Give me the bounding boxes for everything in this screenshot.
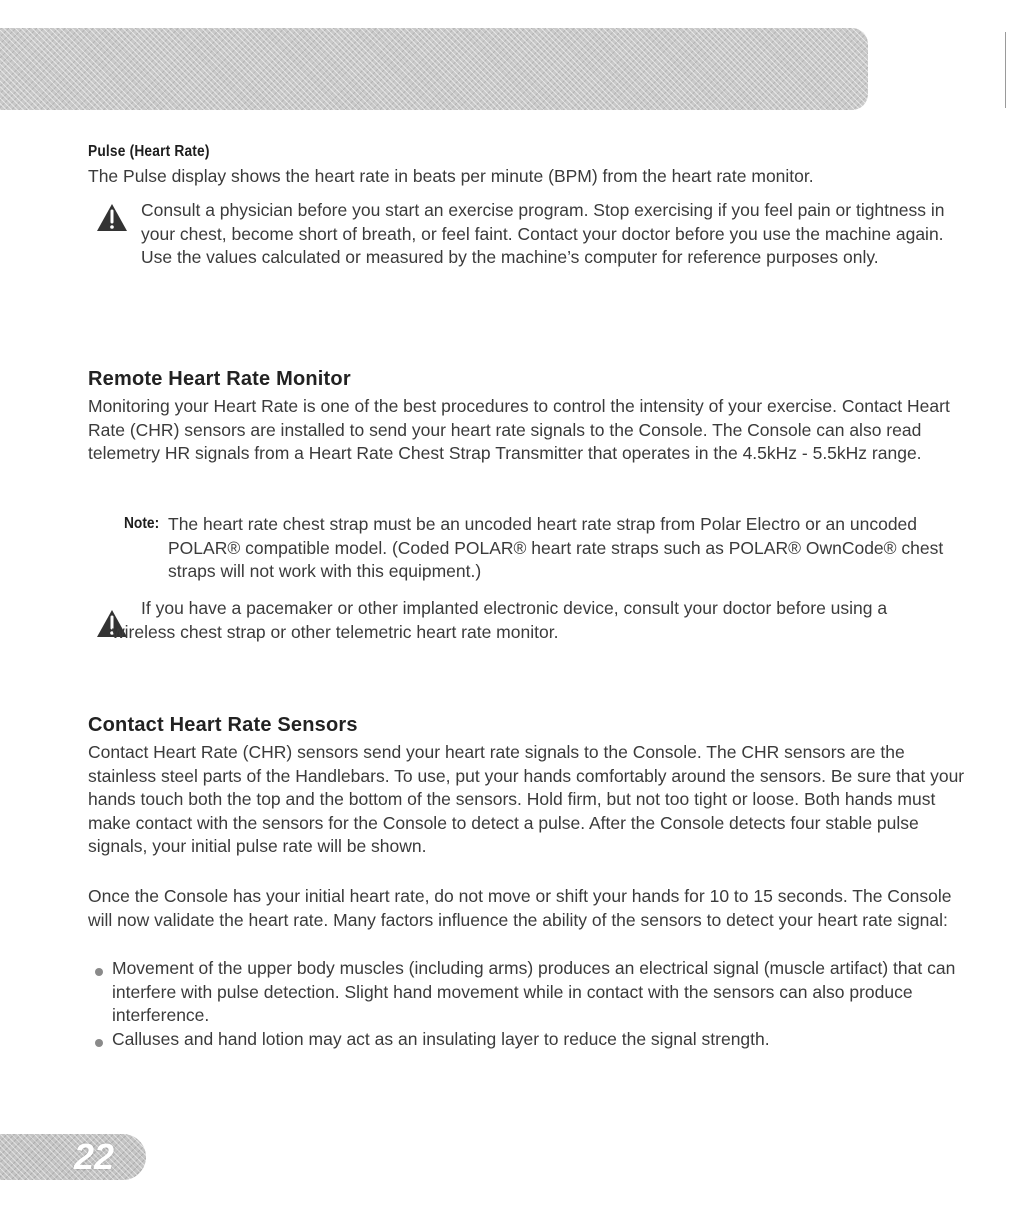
header-band: [0, 28, 868, 110]
contact-heading: Contact Heart Rate Sensors: [88, 714, 358, 736]
contact-paragraph-1: Contact Heart Rate (CHR) sensors send your heart rate signals to the Console. The CHR sensors are the stainless steel parts of the Handlebars. To use, put your hands comfortably around the sensors. Be sure that your hands touch both the top and the bottom of the sensors. Hold firm, but not too tight or loose. Both hands must make contact with the sensors for the Console to detect a pulse. After the Console detects four stable pulse signals, your initial pulse rate will be shown.: [88, 742, 965, 856]
bullet-item-1: Movement of the upper body muscles (including arms) produces an electrical signal (muscle artifact) that can interfere with pulse detection. Slight hand movement while in contact with the sensors can also produce interference.: [112, 958, 956, 1025]
page-number: 22: [74, 1136, 115, 1177]
pulse-heading: Pulse (Heart Rate): [88, 143, 210, 160]
page-number-tab: [0, 1134, 146, 1180]
remote-description: Monitoring your Heart Rate is one of the best procedures to control the intensity of your exercise. Contact Heart Rate (CHR) sensors are installed to send your heart rate signals to the Console. The Console can also read telemetry HR signals from a Heart Rate Chest Strap Transmitter that operates in the 4.5kHz - 5.5kHz range.: [88, 396, 950, 463]
bullet-dot: [95, 968, 103, 976]
pulse-section: [88, 143, 958, 161]
note-text: The heart rate chest strap must be an uncoded heart rate strap from Polar Electro or an uncoded POLAR® compatible model. (Coded POLAR® heart rate straps such as POLAR® OwnCode® chest straps will not work with this equipment.): [168, 514, 944, 581]
bullet-item-2: Calluses and hand lotion may act as an insulating layer to reduce the signal strength.: [112, 1029, 770, 1049]
warning-icon: [96, 202, 128, 232]
page-edge-line: [1005, 32, 1006, 108]
contact-paragraph-2: Once the Console has your initial heart rate, do not move or shift your hands for 10 to 15 seconds. The Console will now validate the heart rate. Many factors influence the ability of the sensors to detect your heart rate signal:: [88, 886, 952, 930]
remote-warning-text: If you have a pacemaker or other implanted electronic device, consult your doctor before using a wireless chest strap or other telemetric heart rate monitor.: [112, 598, 888, 642]
pulse-warning-text: Consult a physician before you start an exercise program. Stop exercising if you feel pain or tightness in your chest, become short of breath, or feel faint. Contact your doctor before you use the machine again. Use the values calculated or measured by the machine’s computer for reference purposes only.: [141, 200, 945, 267]
remote-heading: Remote Heart Rate Monitor: [88, 368, 351, 390]
note-label: Note:: [124, 515, 160, 532]
pulse-description: The Pulse display shows the heart rate in beats per minute (BPM) from the heart rate monitor.: [88, 166, 814, 186]
bullet-dot: [95, 1039, 103, 1047]
